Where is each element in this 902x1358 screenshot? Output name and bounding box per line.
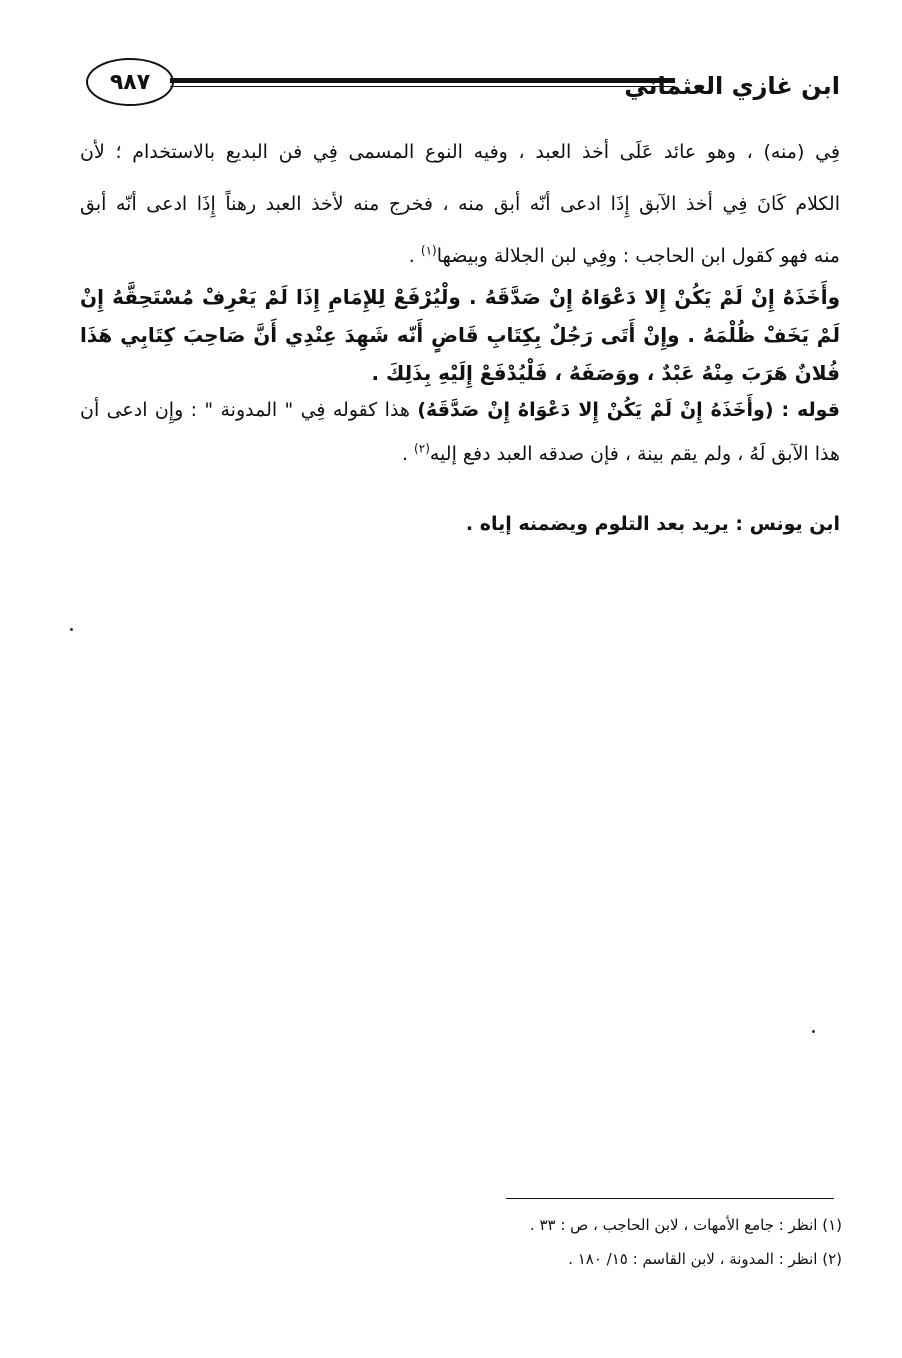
text-line-last (80, 230, 840, 282)
quote-prefix: قوله : (773, 399, 840, 421)
main-text-line-last: فُلانٌ هَرَبَ مِنْهُ عَبْدٌ ، ووَصَفَهُ ، فَلْيُدْفَعْ إِلَيْهِ بِذَلِكَ . (371, 361, 840, 385)
scan-speck (70, 628, 73, 631)
paragraph-commentary-3 (80, 502, 840, 546)
text-line-content: هذا كقوله فِي " المدونة " : وإِن ادعى أن (80, 399, 418, 421)
line-end: . (408, 245, 421, 267)
header-rule (170, 78, 675, 83)
footnote-rule (506, 1198, 834, 1199)
text-line-content: منه فهو كقول ابن الحاجب : وفِي لبن الجلالة وبيضها (436, 245, 840, 267)
page-number (86, 58, 174, 106)
paragraph-main-text (80, 278, 840, 392)
paragraph-commentary-2 (80, 388, 840, 476)
text-line: فِي (منه) ، وهو عائد عَلَى أخذ العبد ، وفيه النوع المسمى فِي فن البديع بالاستخدام ؛ لأن (80, 141, 840, 163)
text-line-last (80, 432, 840, 476)
footnote-2: (٢) انظر : المدونة ، لابن القاسم : ١٥/ ١٨٠ . (568, 1250, 842, 1268)
footnote-1: (١) انظر : جامع الأمهات ، لابن الحاجب ، ص : ٣٣ . (529, 1216, 842, 1234)
scan-speck (812, 1030, 815, 1033)
text-line: الكلام كَانَ فِي أخذ الآبق إِذَا ادعى أنّه أبق منه ، فخرج منه لأخذ العبد رهناً إِذَا ادعى أنّه أبق (80, 193, 840, 215)
footnotes (422, 1208, 842, 1276)
page-number-text: ٩٨٧ (109, 69, 151, 95)
text-line-content: هذا الآبق لَهُ ، ولم يقم بينة ، فإن صدقه العبد دفع إليه (429, 443, 840, 465)
text-line (80, 388, 840, 432)
main-text-line: وأَخَذَهُ إِنْ لَمْ يَكُنْ إِلا دَعْوَاهُ إِنْ صَدَّقَهُ . ولْيُرْفَعْ لِلإِمَامِ إِذَا لَمْ يَعْرِفْ مُسْتَحِقَّهُ إِنْ (80, 285, 840, 309)
text-line-last: ابن يونس : يريد بعد التلوم ويضمنه إياه . (465, 513, 840, 535)
line-end: . (401, 443, 415, 465)
main-text-line: لَمْ يَخَفْ ظُلْمَهُ . وإِنْ أَتَى رَجُلٌ بِكِتَابِ قَاضٍ أَنّه شَهِدَ عِنْدِي أَنَّ صَاحِبَ كِتَابِي هَذَا (80, 323, 840, 347)
header-rule-thin (170, 86, 675, 87)
quoted-main-text: (وأَخَذَهُ إِنْ لَمْ يَكُنْ إِلا دَعْوَاهُ إِنْ صَدَّقَهُ) (417, 399, 774, 421)
running-title: ابن غازي العثماني (624, 72, 840, 100)
footnote-reference-2[interactable]: (٢) (414, 441, 430, 456)
footnote-reference-1[interactable]: (١) (420, 243, 437, 258)
paragraph-commentary-1 (80, 126, 840, 282)
